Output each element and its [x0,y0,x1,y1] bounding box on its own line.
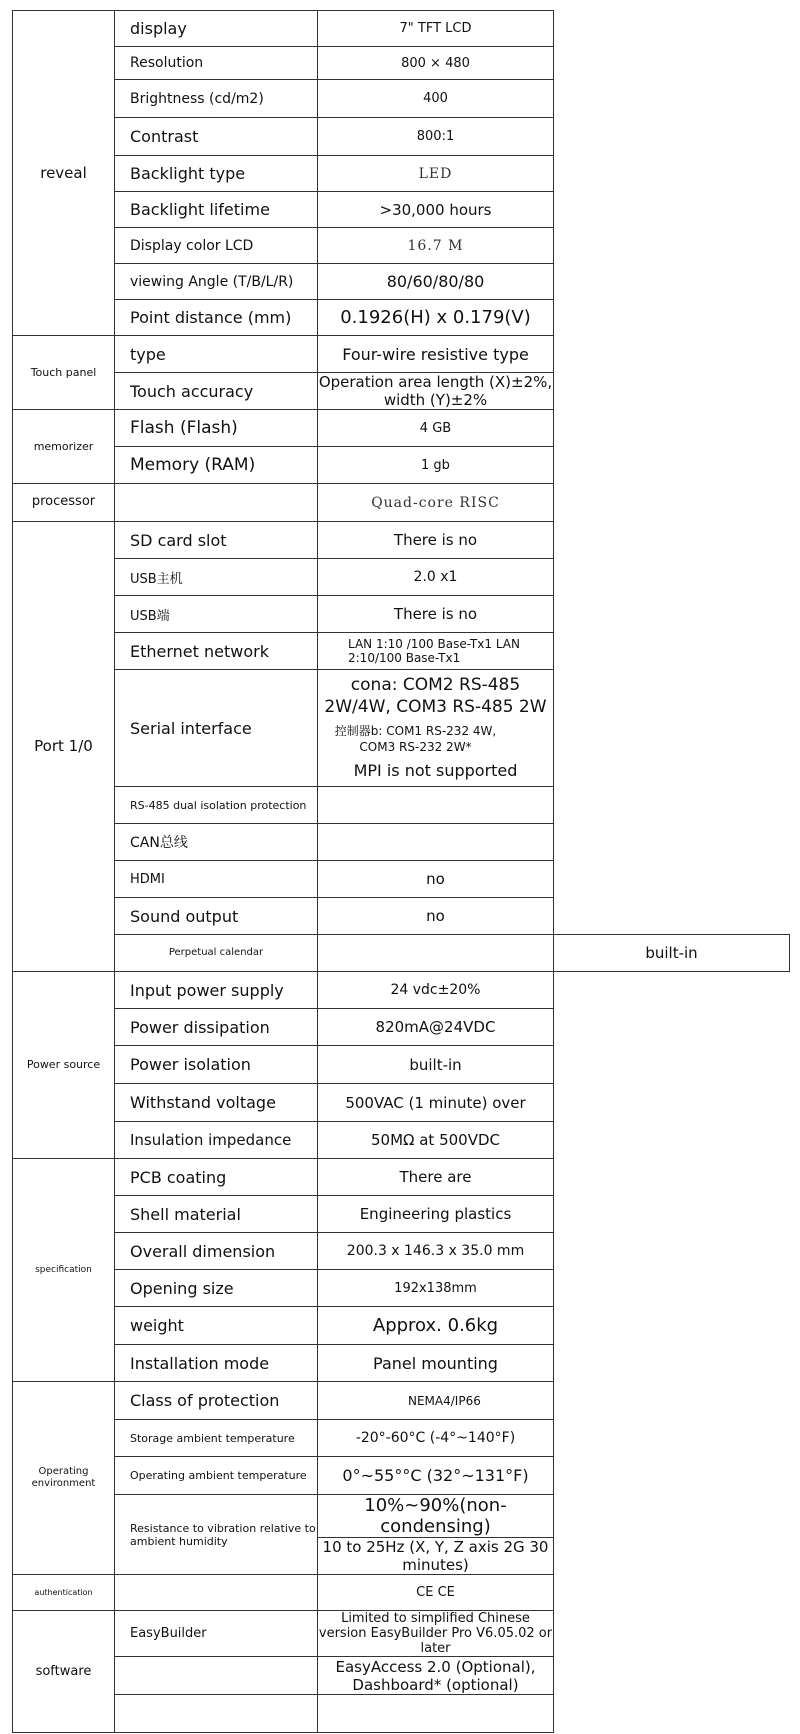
param-blank [115,1695,318,1733]
value-can-bus [318,824,554,861]
param-overall-dimension: Overall dimension [115,1233,318,1270]
param-viewing-angle: viewing Angle (T/B/L/R) [115,264,318,300]
value-viewing-angle: 80/60/80/80 [318,264,554,300]
param-ethernet: Ethernet network [115,633,318,670]
param-humidity: Resistance to vibration relative to ambient humidity [115,1495,318,1575]
table-row [13,47,790,80]
group-label-specification: specification [13,1159,115,1382]
value-humidity: 10%~90%(non-condensing) [318,1495,554,1538]
value-calendar: built-in [554,935,790,972]
param-display: display [115,11,318,47]
param-input-power: Input power supply [115,972,318,1009]
value-power-isolation: built-in [318,1046,554,1084]
value-touch-accuracy: Operation area length (X)±2%, width (Y)±2% [318,373,553,409]
param-processor [115,484,318,522]
value-power-dissipation: 820mA@24VDC [318,1009,554,1046]
param-power-isolation: Power isolation [115,1046,318,1084]
value-brightness: 400 [318,80,554,118]
value-resolution: 800 × 480 [318,47,554,80]
table-row [13,787,790,824]
value-withstand-voltage: 500VAC (1 minute) over [318,1084,554,1122]
value-shell-material: Engineering plastics [318,1196,554,1233]
value-easyaccess: EasyAccess 2.0 (Optional), Dashboard* (optional) [318,1657,554,1695]
table-row [13,1122,790,1159]
value-contrast: 800:1 [318,118,554,156]
param-sound-output: Sound output [115,898,318,935]
param-backlight-type: Backlight type [115,156,318,192]
table-row [13,1495,790,1538]
value-serial [318,670,554,787]
param-display-color: Display color LCD [115,228,318,264]
table-row [13,898,790,935]
value-vibration: 10 to 25Hz (X, Y, Z axis 2G 30 minutes) [318,1538,554,1575]
group-label-software: software [13,1611,115,1733]
param-sd-slot: SD card slot [115,522,318,559]
table-row [13,373,790,410]
value-sd-slot: There is no [318,522,554,559]
value-ram: 1 gb [318,447,554,484]
param-easyaccess [115,1657,318,1695]
value-operating-temp: 0°~55°°C (32°~131°F) [318,1457,554,1495]
param-flash: Flash (Flash) [115,410,318,447]
value-weight: Approx. 0.6kg [318,1307,554,1345]
group-label-calendar: Perpetual calendar [115,935,318,972]
table-row [13,1307,790,1345]
table-row [13,861,790,898]
param-calendar [318,935,554,972]
value-touch-type: Four-wire resistive type [318,336,554,373]
table-row [13,1159,790,1196]
value-blank [318,1695,554,1733]
param-installation-mode: Installation mode [115,1345,318,1382]
table-row [13,156,790,192]
param-storage-temp: Storage ambient temperature [115,1420,318,1457]
table-row [13,11,790,47]
table-row [13,1420,790,1457]
value-hdmi: no [318,861,554,898]
value-authentication: CE CE [318,1575,554,1611]
group-label-power: Power source [13,972,115,1159]
param-protection-class: Class of protection [115,1382,318,1420]
spec-table [12,10,790,1733]
table-row [13,1270,790,1307]
value-display-color: 16.7 M [318,228,554,264]
value-input-power: 24 vdc±20% [318,972,554,1009]
value-display: 7" TFT LCD [318,11,554,47]
table-row [13,1695,790,1733]
value-installation-mode: Panel mounting [318,1345,554,1382]
serial-line-3: MPI is not supported [353,761,518,781]
table-row [13,118,790,156]
param-contrast: Contrast [115,118,318,156]
value-insulation: 50MΩ at 500VDC [318,1122,554,1159]
table-row [13,1657,790,1695]
value-storage-temp: -20°-60°C (-4°~140°F) [318,1420,554,1457]
value-usb-client: There is no [318,596,554,633]
value-easybuilder: Limited to simplified Chinese version EasyBuilder Pro V6.05.02 or later [318,1611,553,1657]
value-sound-output: no [318,898,554,935]
group-label-authentication: authentication [13,1575,115,1611]
param-pcb-coating: PCB coating [115,1159,318,1196]
table-row [13,1196,790,1233]
table-row [13,1009,790,1046]
param-opening-size: Opening size [115,1270,318,1307]
param-touch-type: type [115,336,318,373]
param-hdmi: HDMI [115,861,318,898]
value-rs485-isolation [318,787,554,824]
value-pcb-coating: There are [318,1159,554,1196]
table-row [13,1575,790,1611]
table-row [13,633,790,670]
group-label-reveal: reveal [13,11,115,336]
table-row [13,1233,790,1270]
serial-line-2: 控制器b: COM1 RS-232 4W, COM3 RS-232 2W* [334,724,497,754]
param-brightness: Brightness (cd/m2) [115,80,318,118]
table-row [13,670,790,787]
table-row [13,192,790,228]
table-row [13,824,790,861]
table-row [13,1046,790,1084]
table-row [13,1382,790,1420]
param-operating-temp: Operating ambient temperature [115,1457,318,1495]
value-usb-host: 2.0 x1 [318,559,554,596]
serial-line-1: cona: COM2 RS-485 2W/4W, COM3 RS-485 2W [324,675,547,718]
table-row [13,264,790,300]
param-shell-material: Shell material [115,1196,318,1233]
group-label-touch-panel: Touch panel [13,336,115,410]
value-point-distance: 0.1926(H) x 0.179(V) [318,300,554,336]
value-processor: Quad-core RISC [318,484,554,522]
table-row [13,300,790,336]
param-backlight-lifetime: Backlight lifetime [115,192,318,228]
param-can-bus: CAN总线 [115,824,318,861]
table-row [13,596,790,633]
param-withstand-voltage: Withstand voltage [115,1084,318,1122]
table-row [13,559,790,596]
param-resolution: Resolution [115,47,318,80]
table-row [13,522,790,559]
param-point-distance: Point distance (mm) [115,300,318,336]
param-touch-accuracy: Touch accuracy [115,373,318,410]
value-protection-class: NEMA4/IP66 [318,1382,554,1420]
group-label-port: Port 1/0 [13,522,115,972]
group-label-environment: Operating environment [13,1382,115,1575]
value-backlight-lifetime: >30,000 hours [318,192,554,228]
param-weight: weight [115,1307,318,1345]
param-authentication [115,1575,318,1611]
param-rs485-isolation: RS-485 dual isolation protection [115,787,318,824]
value-flash: 4 GB [318,410,554,447]
table-row [13,447,790,484]
param-insulation: Insulation impedance [115,1122,318,1159]
param-ram: Memory (RAM) [115,447,318,484]
table-row [13,972,790,1009]
param-usb-host: USB主机 [115,559,318,596]
table-row [13,410,790,447]
table-row [13,1457,790,1495]
table-row [13,935,790,972]
param-serial: Serial interface [115,670,318,787]
table-row [13,1611,790,1657]
value-backlight-type: LED [318,156,554,192]
table-row [13,80,790,118]
param-easybuilder: EasyBuilder [115,1611,318,1657]
table-row [13,1345,790,1382]
table-row [13,336,790,373]
table-row [13,228,790,264]
param-power-dissipation: Power dissipation [115,1009,318,1046]
value-ethernet: LAN 1:10 /100 Base-Tx1 LAN 2:10/100 Base-Tx1 [318,633,554,670]
table-row [13,484,790,522]
value-opening-size: 192x138mm [318,1270,554,1307]
param-usb-client: USB端 [115,596,318,633]
table-row [13,1084,790,1122]
value-overall-dimension: 200.3 x 146.3 x 35.0 mm [318,1233,554,1270]
group-label-memorizer: memorizer [13,410,115,484]
group-label-processor: processor [13,484,115,522]
